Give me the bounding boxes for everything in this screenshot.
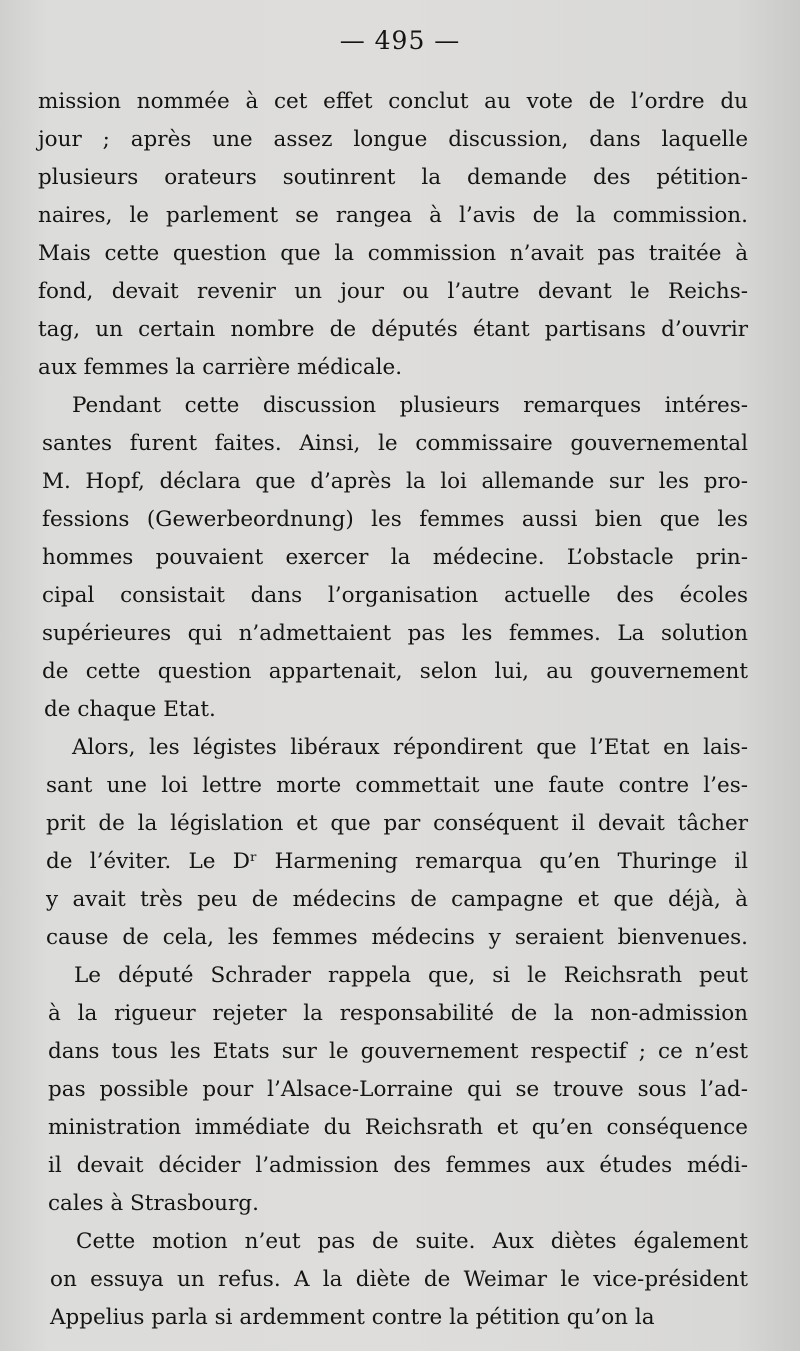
- text-line-22: y avait très peu de médecins de campagne et que déjà, à: [46, 887, 748, 912]
- text-line-20: prit de la législation et que par conséquent il devait tâcher: [46, 811, 748, 836]
- page-number: — 495 —: [339, 26, 461, 55]
- text-line-19: sant une loi lettre morte commettait une faute contre l’es-: [46, 773, 749, 798]
- text-line-3: plusieurs orateurs soutinrent la demande des pétition-: [38, 165, 748, 190]
- text-line-18: Alors, les légistes libéraux répondirent que l’Etat en lais-: [72, 735, 749, 760]
- text-line-24: Le député Schrader rappela que, si le Reichsrath peut: [74, 963, 749, 988]
- text-line-8: aux femmes la carrière médicale.: [38, 355, 403, 380]
- text-line-14: cipal consistait dans l’organisation actuelle des écoles: [42, 583, 748, 608]
- text-line-11: M. Hopf, déclara que d’après la loi allemande sur les pro-: [42, 469, 749, 494]
- text-line-33: Appelius parla si ardemment contre la pétition qu’on la: [50, 1305, 655, 1330]
- text-line-30: cales à Strasbourg.: [48, 1191, 259, 1216]
- text-line-23: cause de cela, les femmes médecins y seraient bienvenues.: [46, 925, 749, 950]
- text-line-6: fond, devait revenir un jour ou l’autre devant le Reichs-: [38, 279, 749, 304]
- text-line-12: fessions (Gewerbeordnung) les femmes aussi bien que les: [42, 507, 748, 532]
- text-line-32: on essuya un refus. A la diète de Weimar le vice-président: [50, 1267, 748, 1292]
- text-line-26: dans tous les Etats sur le gouvernement respectif ; ce n’est: [48, 1039, 748, 1064]
- text-line-4: naires, le parlement se rangea à l’avis de la commission.: [38, 203, 748, 228]
- text-line-5: Mais cette question que la commission n’avait pas traitée à: [38, 241, 749, 266]
- text-line-25: à la rigueur rejeter la responsabilité de la non-admission: [48, 1001, 748, 1026]
- text-line-21: de l’éviter. Le Dʳ Harmening remarqua qu’en Thuringe il: [46, 849, 748, 874]
- text-line-16: de cette question appartenait, selon lui, au gouvernement: [42, 659, 748, 684]
- text-line-7: tag, un certain nombre de députés étant partisans d’ouvrir: [38, 317, 749, 342]
- text-line-28: ministration immédiate du Reichsrath et qu’en conséquence: [48, 1115, 748, 1140]
- text-line-2: jour ; après une assez longue discussion, dans laquelle: [38, 127, 749, 152]
- text-line-29: il devait décider l’admission des femmes aux études médi-: [48, 1153, 748, 1178]
- text-line-9: Pendant cette discussion plusieurs remarques intéres-: [72, 393, 748, 418]
- text-line-1: mission nommée à cet effet conclut au vote de l’ordre du: [38, 89, 748, 114]
- text-line-10: santes furent faites. Ainsi, le commissaire gouvernemental: [42, 431, 748, 456]
- text-line-17: de chaque Etat.: [44, 697, 216, 722]
- text-line-15: supérieures qui n’admettaient pas les femmes. La solution: [42, 621, 748, 646]
- text-line-13: hommes pouvaient exercer la médecine. L’obstacle prin-: [42, 545, 749, 570]
- text-line-27: pas possible pour l’Alsace-Lorraine qui se trouve sous l’ad-: [48, 1077, 748, 1102]
- text-line-31: Cette motion n’eut pas de suite. Aux diètes également: [76, 1229, 748, 1254]
